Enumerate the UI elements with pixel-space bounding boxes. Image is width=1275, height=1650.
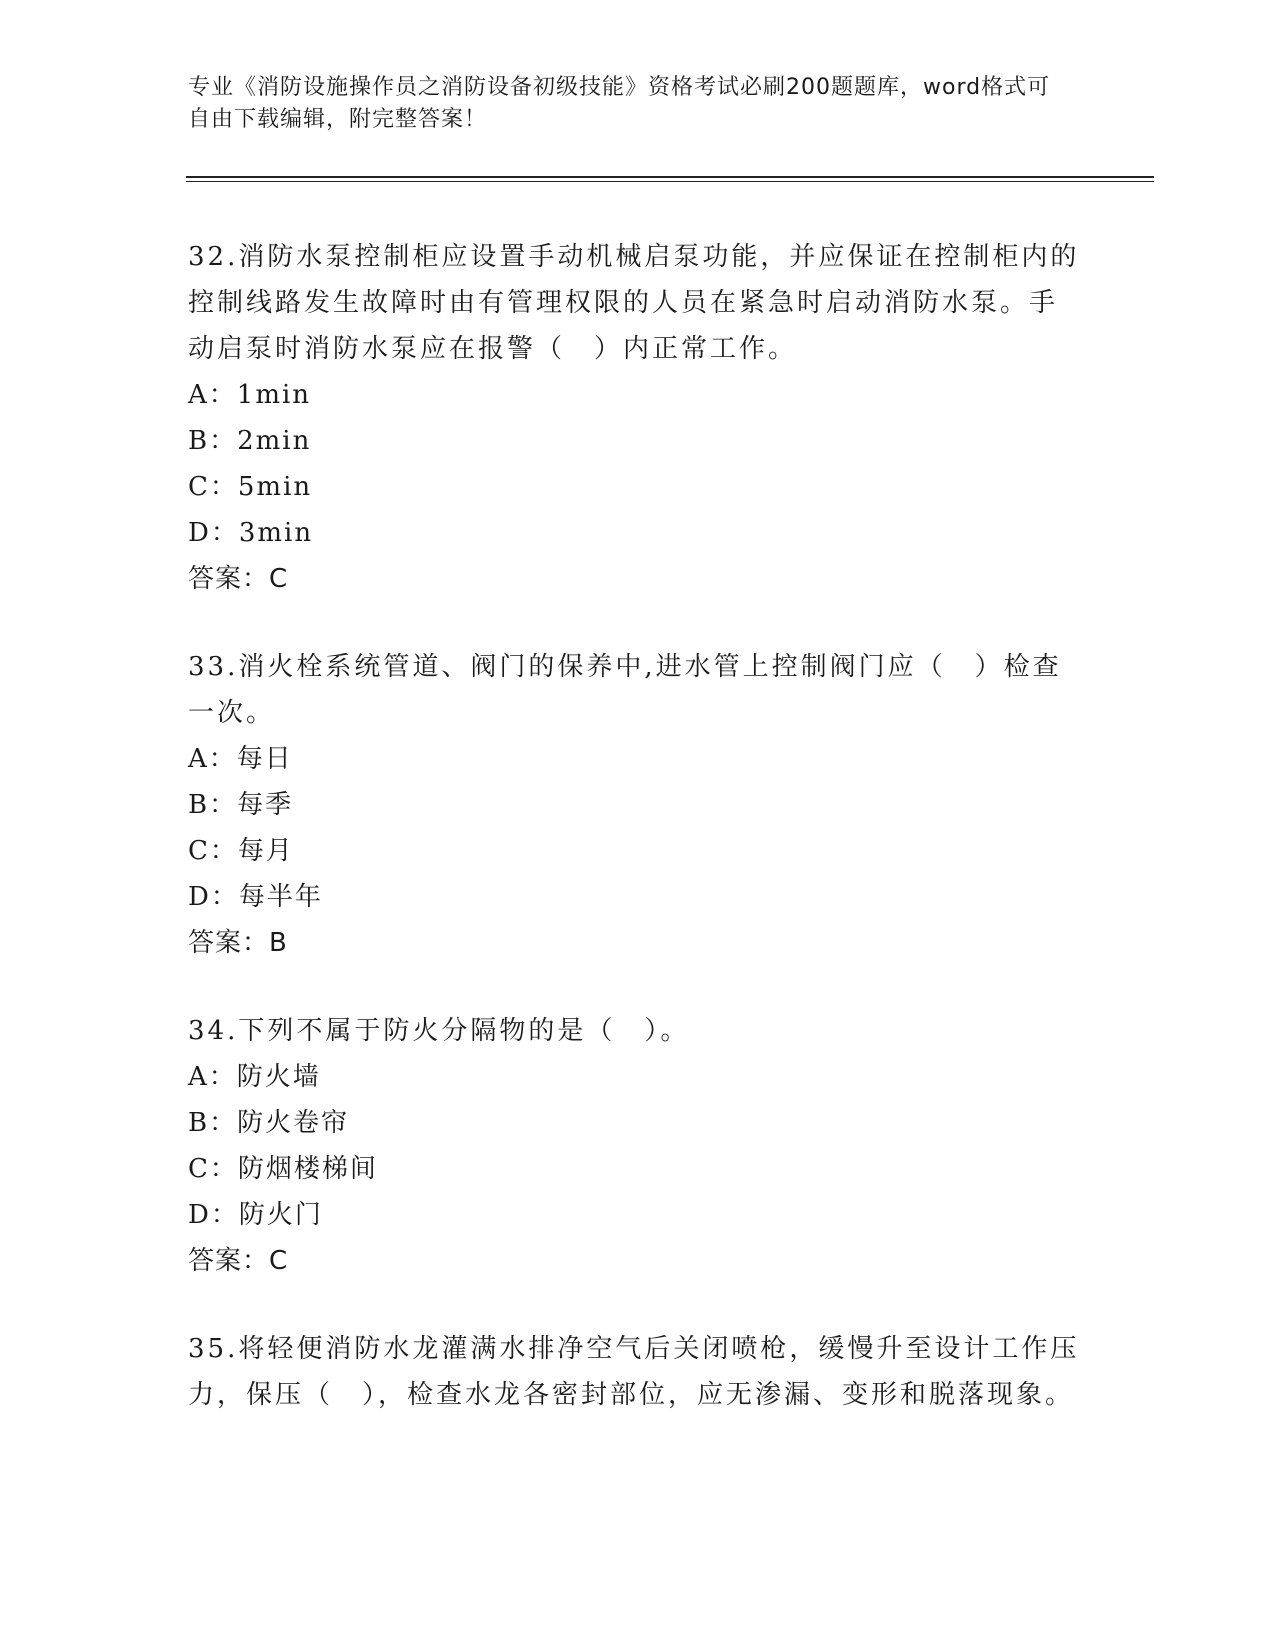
option-b: B：2min [188,426,312,456]
option-b: B：防火卷帘 [188,1108,350,1138]
option-d: D：防火门 [188,1200,323,1230]
option-a: A：防火墙 [188,1062,321,1092]
question-stem: 33.消火栓系统管道、阀门的保养中,进水管上控制阀门应（ ）检查一次。 [188,652,1062,728]
answer: 答案：C [188,564,289,594]
header-divider-thick [186,176,1154,178]
question-stem: 34.下列不属于防火分隔物的是（ ）。 [188,1016,690,1046]
option-b: B：每季 [188,790,294,820]
answer: 答案：C [188,1246,289,1276]
option-a: A：每日 [188,744,293,774]
option-d: D：3min [188,518,314,548]
question-34 [188,1008,1080,1284]
question-32 [188,234,1080,602]
question-stem: 32.消防水泵控制柜应设置手动机械启泵功能，并应保证在控制柜内的控制线路发生故障时由有管理权限的人员在紧急时启动消防水泵。手动启泵时消防水泵应在报警（ ）内正常工作。 [188,242,1080,364]
option-a: A：1min [188,380,312,410]
answer: 答案：B [188,928,288,958]
question-stem: 35.将轻便消防水龙灌满水排净空气后关闭喷枪，缓慢升至设计工作压力，保压（ ），检查水龙各密封部位，应无渗漏、变形和脱落现象。 [188,1334,1080,1410]
option-c: C：5min [188,472,313,502]
option-c: C：每月 [188,836,294,866]
option-c: C：防烟楼梯间 [188,1154,378,1184]
option-d: D：每半年 [188,882,323,912]
question-33 [188,644,1080,966]
document-header: 专业《消防设施操作员之消防设备初级技能》资格考试必刷200题题库，word格式可自由下载编辑，附完整答案！ [188,75,1051,132]
header-divider-thin [186,181,1154,182]
question-35 [188,1326,1080,1418]
